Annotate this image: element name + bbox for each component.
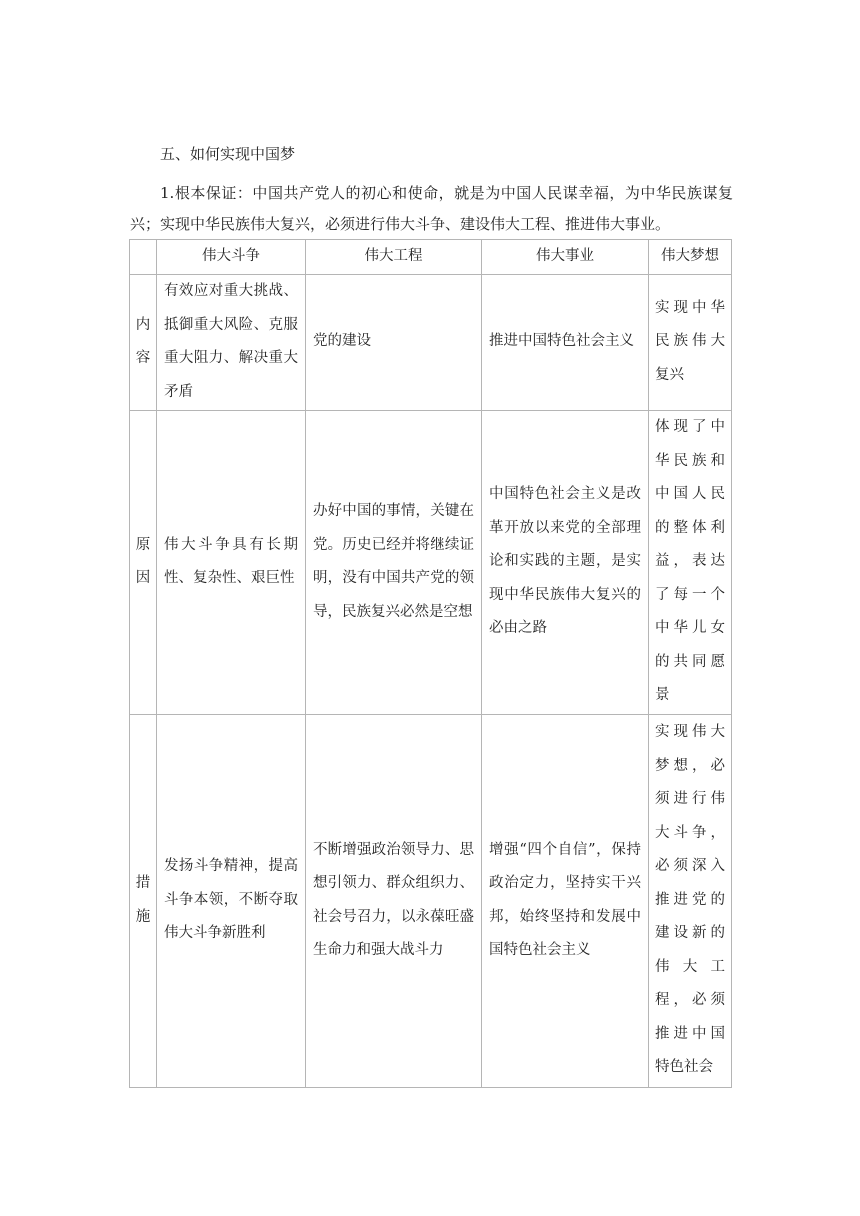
table-header-row bbox=[130, 240, 732, 275]
table-cell: 实现中华民族伟大复兴 bbox=[649, 274, 732, 410]
table-cell: 办好中国的事情，关键在党。历史已经并将继续证明，没有中国共产党的领导，民族复兴必然是空想 bbox=[306, 410, 482, 714]
table-cell: 中国特色社会主义是改革开放以来党的全部理论和实践的主题，是实现中华民族伟大复兴的必由之路 bbox=[482, 410, 649, 714]
header-cell-dream: 伟大梦想 bbox=[649, 240, 732, 275]
comparison-table bbox=[129, 239, 732, 1088]
row-label-measures: 措施 bbox=[130, 714, 157, 1087]
table-cell: 发扬斗争精神，提高斗争本领，不断夺取伟大斗争新胜利 bbox=[157, 714, 306, 1087]
section-paragraph: 1.根本保证：中国共产党人的初心和使命，就是为中国人民谋幸福，为中华民族谋复兴；实现中华民族伟大复兴，必须进行伟大斗争、建设伟大工程、推进伟大事业。 bbox=[130, 184, 733, 233]
table-cell: 有效应对重大挑战、抵御重大风险、克服重大阻力、解决重大矛盾 bbox=[157, 274, 306, 410]
table-cell: 推进中国特色社会主义 bbox=[482, 274, 649, 410]
header-cell-struggle: 伟大斗争 bbox=[157, 240, 306, 275]
table-row bbox=[130, 410, 732, 714]
header-cell-cause: 伟大事业 bbox=[482, 240, 649, 275]
header-cell-corner bbox=[130, 240, 157, 275]
table-row bbox=[130, 274, 732, 410]
table-cell: 不断增强政治领导力、思想引领力、群众组织力、社会号召力，以永葆旺盛生命力和强大战斗力 bbox=[306, 714, 482, 1087]
row-label-reason: 原因 bbox=[130, 410, 157, 714]
section-heading: 五、如何实现中国梦 bbox=[160, 145, 296, 163]
table-row bbox=[130, 714, 732, 1087]
table-cell: 党的建设 bbox=[306, 274, 482, 410]
row-label-content: 内容 bbox=[130, 274, 157, 410]
table-cell: 实现伟大梦想，必须进行伟大斗争，必须深入推进党的建设新的伟大工程，必须推进中国特色社会 bbox=[649, 714, 732, 1087]
table-cell: 伟大斗争具有长期性、复杂性、艰巨性 bbox=[157, 410, 306, 714]
table-cell: 增强“四个自信”，保持政治定力，坚持实干兴邦，始终坚持和发展中国特色社会主义 bbox=[482, 714, 649, 1087]
table-cell: 体现了中华民族和中国人民的整体利益，表达了每一个中华儿女的共同愿景 bbox=[649, 410, 732, 714]
header-cell-project: 伟大工程 bbox=[306, 240, 482, 275]
